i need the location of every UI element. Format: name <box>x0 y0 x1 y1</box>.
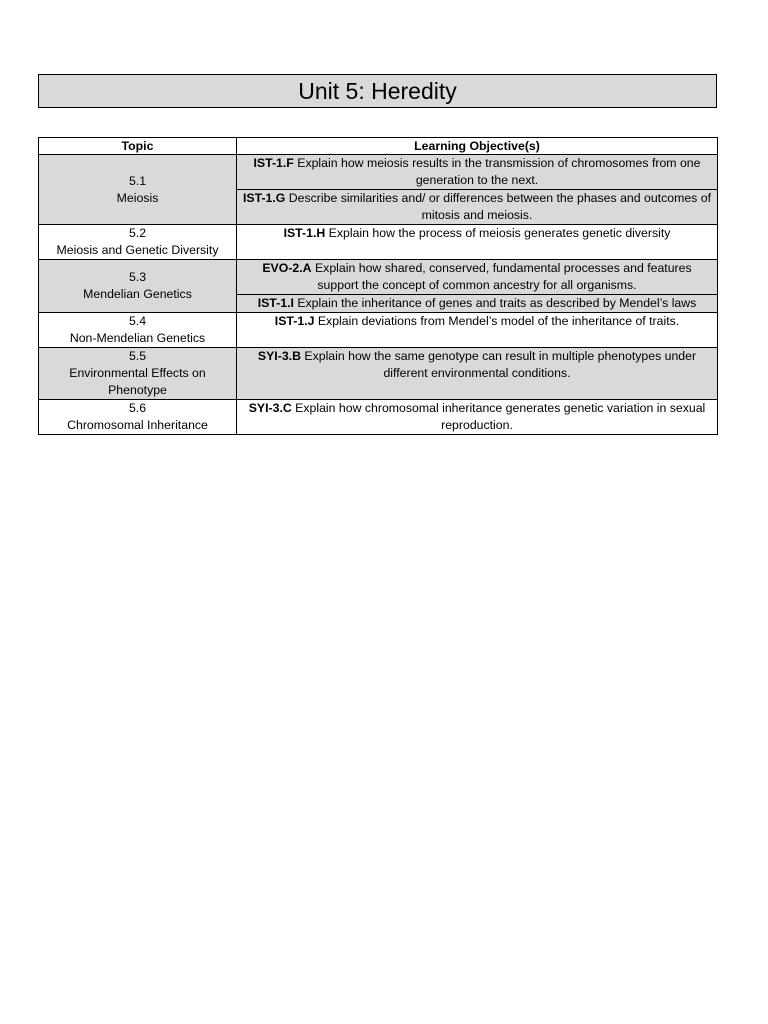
objective-cell <box>237 400 718 435</box>
topic-cell <box>39 313 237 348</box>
objective-cell <box>237 155 718 190</box>
table-row <box>39 313 718 348</box>
table-header-row <box>39 138 718 155</box>
objective-code: SYI-3.C <box>248 401 292 415</box>
table-row <box>39 225 718 260</box>
table-row <box>39 400 718 435</box>
objective-text: Explain how chromosomal inheritance generates genetic variation in sexual reproduction. <box>291 401 706 432</box>
topic-cell <box>39 400 237 435</box>
objective-text: Explain how the same genotype can result in multiple phenotypes under different environmental conditions. <box>300 349 697 380</box>
table-row <box>39 155 718 190</box>
topic-number: 5.6 <box>128 401 147 415</box>
unit-title <box>38 74 717 108</box>
topic-number: 5.3 <box>128 270 147 284</box>
topic-name: Mendelian Genetics <box>83 287 192 301</box>
objective-cell <box>237 260 718 295</box>
topic-cell <box>39 225 237 260</box>
objectives-column-header: Learning Objective(s) <box>237 138 718 155</box>
objective-text: Explain the inheritance of genes and traits as described by Mendel’s laws <box>293 296 697 310</box>
objective-text: Explain deviations from Mendel’s model of the inheritance of traits. <box>314 314 680 328</box>
topic-column-header: Topic <box>39 138 237 155</box>
objective-code: IST-1.I <box>257 296 294 310</box>
table-row <box>39 260 718 295</box>
topic-cell <box>39 348 237 400</box>
objective-text: Explain how shared, conserved, fundamental processes and features support the concept of common ancestry for all organisms. <box>311 261 692 292</box>
topic-number: 5.5 <box>128 349 147 363</box>
topic-number: 5.4 <box>128 314 147 328</box>
objective-code: IST-1.F <box>253 156 294 170</box>
topic-name: Chromosomal Inheritance <box>67 418 208 432</box>
topic-number: 5.1 <box>128 173 147 188</box>
learning-objectives-table <box>38 137 718 435</box>
objective-cell <box>237 313 718 348</box>
topic-cell <box>39 260 237 313</box>
objective-code: IST-1.G <box>243 191 286 205</box>
unit-title-text: Unit 5: Heredity <box>298 77 457 104</box>
topic-number: 5.2 <box>128 226 147 240</box>
objective-cell <box>237 295 718 313</box>
topic-name: Meiosis <box>116 190 159 205</box>
objective-code: IST-1.J <box>274 314 315 328</box>
topic-cell <box>39 155 237 225</box>
topic-name: Environmental Effects on Phenotype <box>69 366 206 397</box>
topic-name: Non-Mendelian Genetics <box>69 331 206 345</box>
objective-text: Explain how the process of meiosis generates genetic diversity <box>325 226 671 240</box>
objective-code: SYI-3.B <box>257 349 301 363</box>
objective-text: Describe similarities and/ or differences between the phases and outcomes of mitosis and meiosis. <box>285 191 711 222</box>
objective-cell <box>237 225 718 260</box>
objective-cell <box>237 348 718 400</box>
objective-cell <box>237 190 718 225</box>
objective-text: Explain how meiosis results in the transmission of chromosomes from one generation to the next. <box>293 156 701 187</box>
table-row <box>39 348 718 400</box>
objective-code: EVO-2.A <box>262 261 312 275</box>
objective-code: IST-1.H <box>283 226 326 240</box>
topic-name: Meiosis and Genetic Diversity <box>56 243 219 257</box>
